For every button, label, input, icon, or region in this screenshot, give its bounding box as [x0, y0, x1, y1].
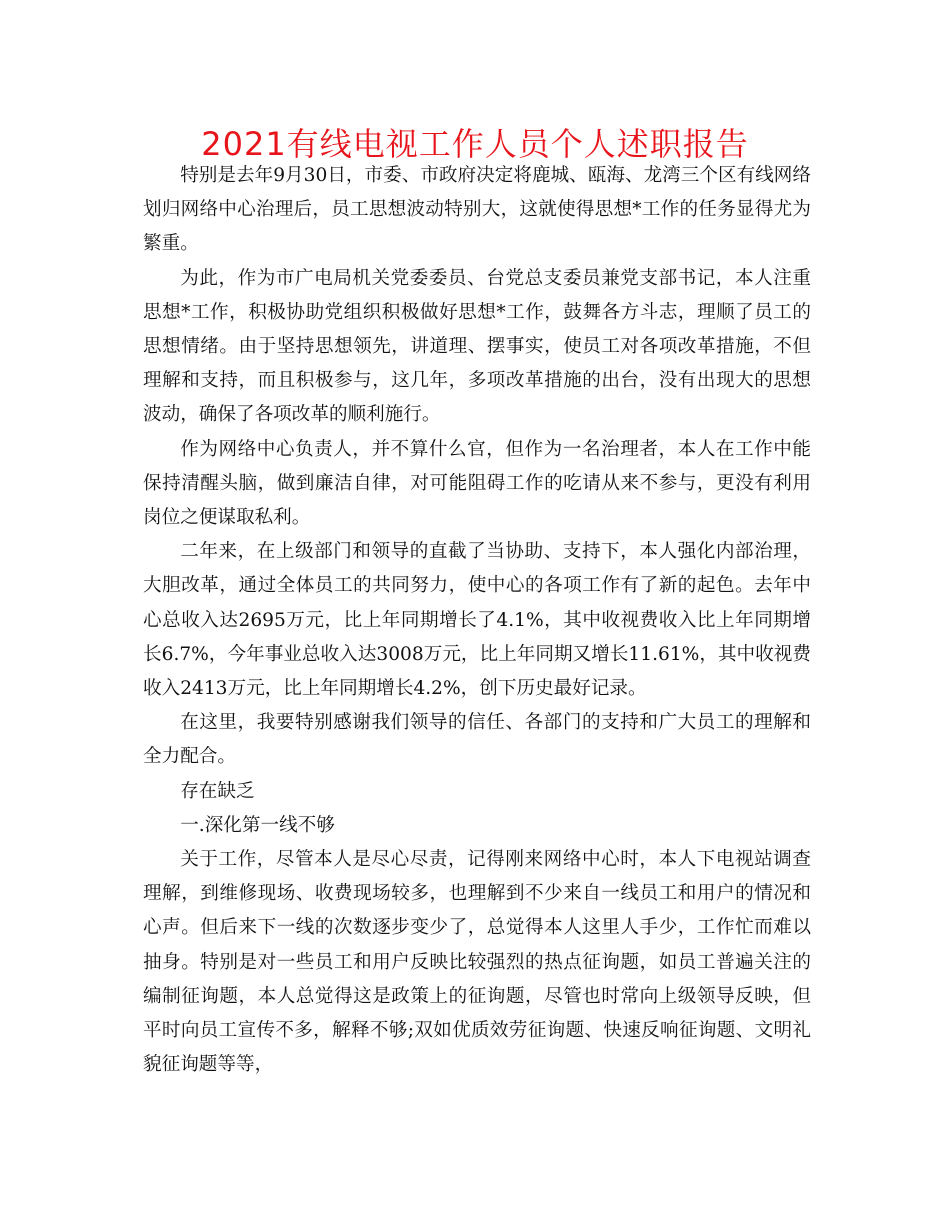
- paragraph-1: 特别是去年9月30日，市委、市政府决定将鹿城、瓯海、龙湾三个区有线网络划归网络中心治理后，员工思想波动特别大，这就使得思想*工作的任务显得尤为繁重。: [143, 165, 811, 255]
- subheading-frontline: 一.深化第一线不够: [180, 814, 335, 836]
- paragraph-4: 二年来，在上级部门和领导的直截了当协助、支持下，本人强化内部治理，大胆改革，通过全体员工的共同努力，使中心的各项工作有了新的起色。去年中心总收入达2695万元，比上年同期增长了4.1%，其中收视费收入比上年同期增长6.7%，今年事业总收入达3008万元，比上年同期又增长11.61%，其中收视费收入2413万元，比上年同期增长4.2%，创下历史最好记录。: [143, 541, 811, 700]
- paragraph-2: 为此，作为市广电局机关党委委员、台党总支委员兼党支部书记，本人注重思想*工作，积极协助党组织积极做好思想*工作，鼓舞各方斗志，理顺了员工的思想情绪。由于坚持思想领先，讲道理、摆事实，使员工对各项改革措施，不但理解和支持，而且积极参与，这几年，多项改革措施的出台，没有出现大的思想波动，确保了各项改革的顺利施行。: [143, 267, 811, 426]
- paragraph-3: 作为网络中心负责人，并不算什么官，但作为一名治理者，本人在工作中能保持清醒头脑，做到廉洁自律，对可能阻碍工作的吃请从来不参与，更没有利用岗位之便谋取私利。: [143, 438, 811, 529]
- document-body: [143, 159, 811, 1082]
- section-heading-shortcomings: 存在缺乏: [180, 780, 255, 802]
- document-title: 2021有线电视工作人员个人述职报告: [201, 125, 749, 163]
- paragraph-6: 关于工作，尽管本人是尽心尽责，记得刚来网络中心时，本人下电视站调查理解，到维修现场、收费现场较多，也理解到不少来自一线员工和用户的情况和心声。但后来下一线的次数逐步变少了，总觉得本人这里人手少，工作忙而难以抽身。特别是对一些员工和用户反映比较强烈的热点征询题，如员工普遍关注的编制征询题，本人总觉得这是政策上的征询题，尽管也时常向上级领导反映，但平时向员工宣传不多，解释不够;双如优质效劳征询题、快速反响征询题、文明礼貌征询题等等，: [143, 849, 811, 1076]
- paragraph-5: 在这里，我要特别感谢我们领导的信任、各部门的支持和广大员工的理解和全力配合。: [143, 712, 811, 768]
